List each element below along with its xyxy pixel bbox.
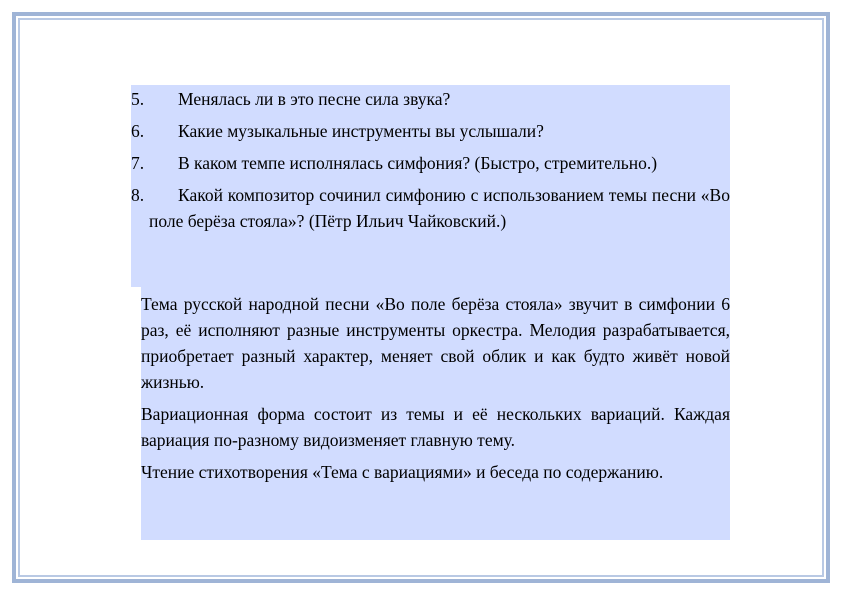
question-number: 6. xyxy=(131,121,145,141)
question-text: Какие музыкальные инструменты вы услышали? xyxy=(178,121,544,141)
paragraph-variation-form: Вариационная форма состоит из темы и её нескольких вариаций. Каждая вариация по-разному видоизменяет главную тему. xyxy=(141,404,730,450)
question-item-7 xyxy=(131,150,730,176)
question-item-8 xyxy=(131,182,730,234)
question-number: 7. xyxy=(131,153,145,173)
question-text: Менялась ли в это песне сила звука? xyxy=(178,89,451,109)
questions-list xyxy=(131,86,730,234)
question-number: 5. xyxy=(131,89,145,109)
paragraph-poem-reading: Чтение стихотворения «Тема с вариациями» и беседа по содержанию. xyxy=(141,462,664,482)
question-text: В каком темпе исполнялась симфония? (Быстро, стремительно.) xyxy=(178,153,658,173)
paragraphs-block xyxy=(141,287,730,540)
question-item-5 xyxy=(131,86,730,112)
question-item-6 xyxy=(131,118,730,144)
paragraph-theme-description: Тема русской народной песни «Во поле берёза стояла» звучит в симфонии 6 раз, её исполняют разные инструменты оркестра. Мелодия разрабатывается, приобретает разный характер, меняет свой облик и как будто живёт новой жизнью. xyxy=(141,294,730,392)
question-number: 8. xyxy=(131,185,145,205)
questions-list-block xyxy=(131,85,730,287)
question-text: Какой композитор сочинил симфонию с использованием темы песни «Во поле берёза стояла»? (Пётр Ильич Чайковский.) xyxy=(149,185,730,231)
